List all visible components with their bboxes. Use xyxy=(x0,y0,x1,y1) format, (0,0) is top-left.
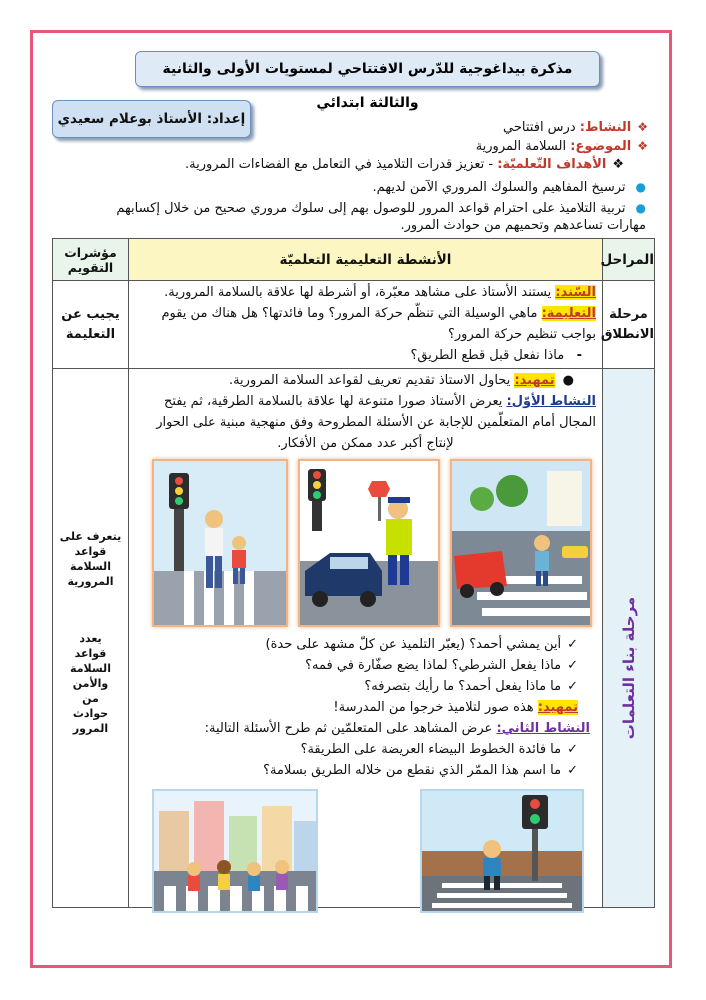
dot-bullet-icon: ● xyxy=(635,201,646,215)
objective-item-2: ●تربية التلاميذ على احترام قواعد المرور للوصول بهم إلى سلوك مروري صحيح من خلال إكسابهم xyxy=(116,201,646,216)
diamond-bullet-icon: ❖ xyxy=(637,139,648,153)
check-icon: ✓ xyxy=(567,742,578,757)
image-policeman xyxy=(298,459,440,627)
launch-instruction: التعليمة: ماهي الوسيلة التي تنظّم حركة المرور؟ وما فائدتها؟ هل هناك من يقوم xyxy=(161,306,596,321)
topic-line: ❖الموضوع: السلامة المرورية xyxy=(475,139,648,154)
dot-bullet-icon: ● xyxy=(635,180,646,194)
build-questions1 xyxy=(135,633,596,780)
family-crossing-illustration xyxy=(154,461,286,625)
build-intro2: تمهيد: هذه صور لتلاميذ خرجوا من المدرسة! xyxy=(333,700,578,715)
policeman-illustration xyxy=(300,461,438,625)
stage-build-cell xyxy=(603,369,655,908)
question-item: ✓ما فائدة الخطوط البيضاء العريضة على الطريقة؟ xyxy=(300,742,578,757)
check-icon: ✓ xyxy=(567,637,578,652)
question-item: ✓أين يمشي أحمد؟ (يعبّر التلميذ عن كلّ مشهد على حدة) xyxy=(265,637,578,652)
header-indicators: مؤشرات التقويم xyxy=(53,239,129,281)
image-boy-crossing xyxy=(450,459,592,627)
launch-indicator: يجيب عن التعليمة xyxy=(53,281,129,369)
build-act1: النشاط الأوّل: يعرض الأستاذ صورا متنوعة لها علاقة بالسلامة الطرقية، ثم يفتح xyxy=(163,394,596,409)
question-item: ✓ما ماذا يفعل أحمد؟ ما رأيك بتصرفه؟ xyxy=(364,679,578,694)
image-boy-crosswalk xyxy=(420,789,584,913)
build-activities-cell xyxy=(129,369,603,908)
question-item: ✓ماذا يفعل الشرطي؟ لماذا يضع صفّارة في فمه؟ xyxy=(305,658,578,673)
launch-instruction-cont: بواجب تنظيم حركة المرور؟ xyxy=(447,327,596,342)
boy-crossing-illustration xyxy=(452,461,590,625)
boy-crosswalk-illustration xyxy=(422,791,582,911)
build-intro: ●تمهيد: يحاول الاستاذ تقديم تعريف لقواعد السلامة المرورية. xyxy=(228,373,574,388)
objective-item-1: ●ترسيخ المفاهيم والسلوك المروري الآمن لديهم. xyxy=(372,180,646,195)
lesson-table xyxy=(52,238,655,908)
author-label: إعداد: الأستاذ بوعلام سعيدي xyxy=(52,100,251,138)
indicator-1: يتعرف على قواعد السلامة المرورية xyxy=(59,530,122,588)
objectives-line: ❖الأهداف التّعلميّة: - تعزيز قدرات التلاميذ في التعامل مع الفضاءات المرورية. xyxy=(184,157,624,172)
check-icon: ✓ xyxy=(567,763,578,778)
check-icon: ✓ xyxy=(567,679,578,694)
diamond-bullet-icon: ❖ xyxy=(637,120,648,134)
build-act1-cont2: لإنتاج أكبر عدد ممكن من الأفكار. xyxy=(277,436,454,451)
image-family-crossing xyxy=(152,459,288,627)
document-title: مذكرة بيداغوجية للدّرس الافتتاحي لمستويات الأولى والثانية والثالثة ابتدائي xyxy=(135,51,600,87)
header-stages: المراحل xyxy=(603,239,655,281)
launch-question: - ماذا نفعل قبل قطع الطريق؟ xyxy=(410,348,582,363)
objective-item-2-cont: مهارات تساعدهم وتحميهم من حوادث المرور. xyxy=(400,218,646,233)
header-activities: الأنشطة التعليمية التعلميّة xyxy=(129,239,603,281)
build-act2: النشاط الثاني: عرض المشاهد على المتعلمّين ثم طرح الأسئلة التالية: xyxy=(204,721,590,736)
kids-crossing-illustration xyxy=(154,791,316,911)
indicator-2: يعدد قواعد السلامة والأمن من حوادث المرور xyxy=(70,632,111,735)
stage-launch: مرحلة الانطلاق xyxy=(603,281,655,369)
diamond-bullet-icon: ❖ xyxy=(612,157,624,172)
question-item: ✓ما اسم هذا الممّر الذي نقطع من خلاله الطريق بسلامة؟ xyxy=(263,763,578,778)
check-icon: ✓ xyxy=(567,658,578,673)
launch-sanad: السّند: يستند الأستاذ على مشاهد معبّرة، أو أشرطة لها علاقة بالسلامة المرورية. xyxy=(164,285,596,300)
launch-activities-cell xyxy=(129,281,603,369)
build-act1-cont: المجال أمام المتعلّمين للإجابة عن الأسئلة المطروحة وفق منهجية مبنية على الحوار xyxy=(156,415,596,430)
activity-line: ❖النشاط: درس افتتاحي xyxy=(503,120,648,135)
stage-build: مرحلة بناء التعلمات xyxy=(619,596,638,740)
image-kids-crossing xyxy=(152,789,318,913)
build-indicators-cell xyxy=(53,369,129,908)
